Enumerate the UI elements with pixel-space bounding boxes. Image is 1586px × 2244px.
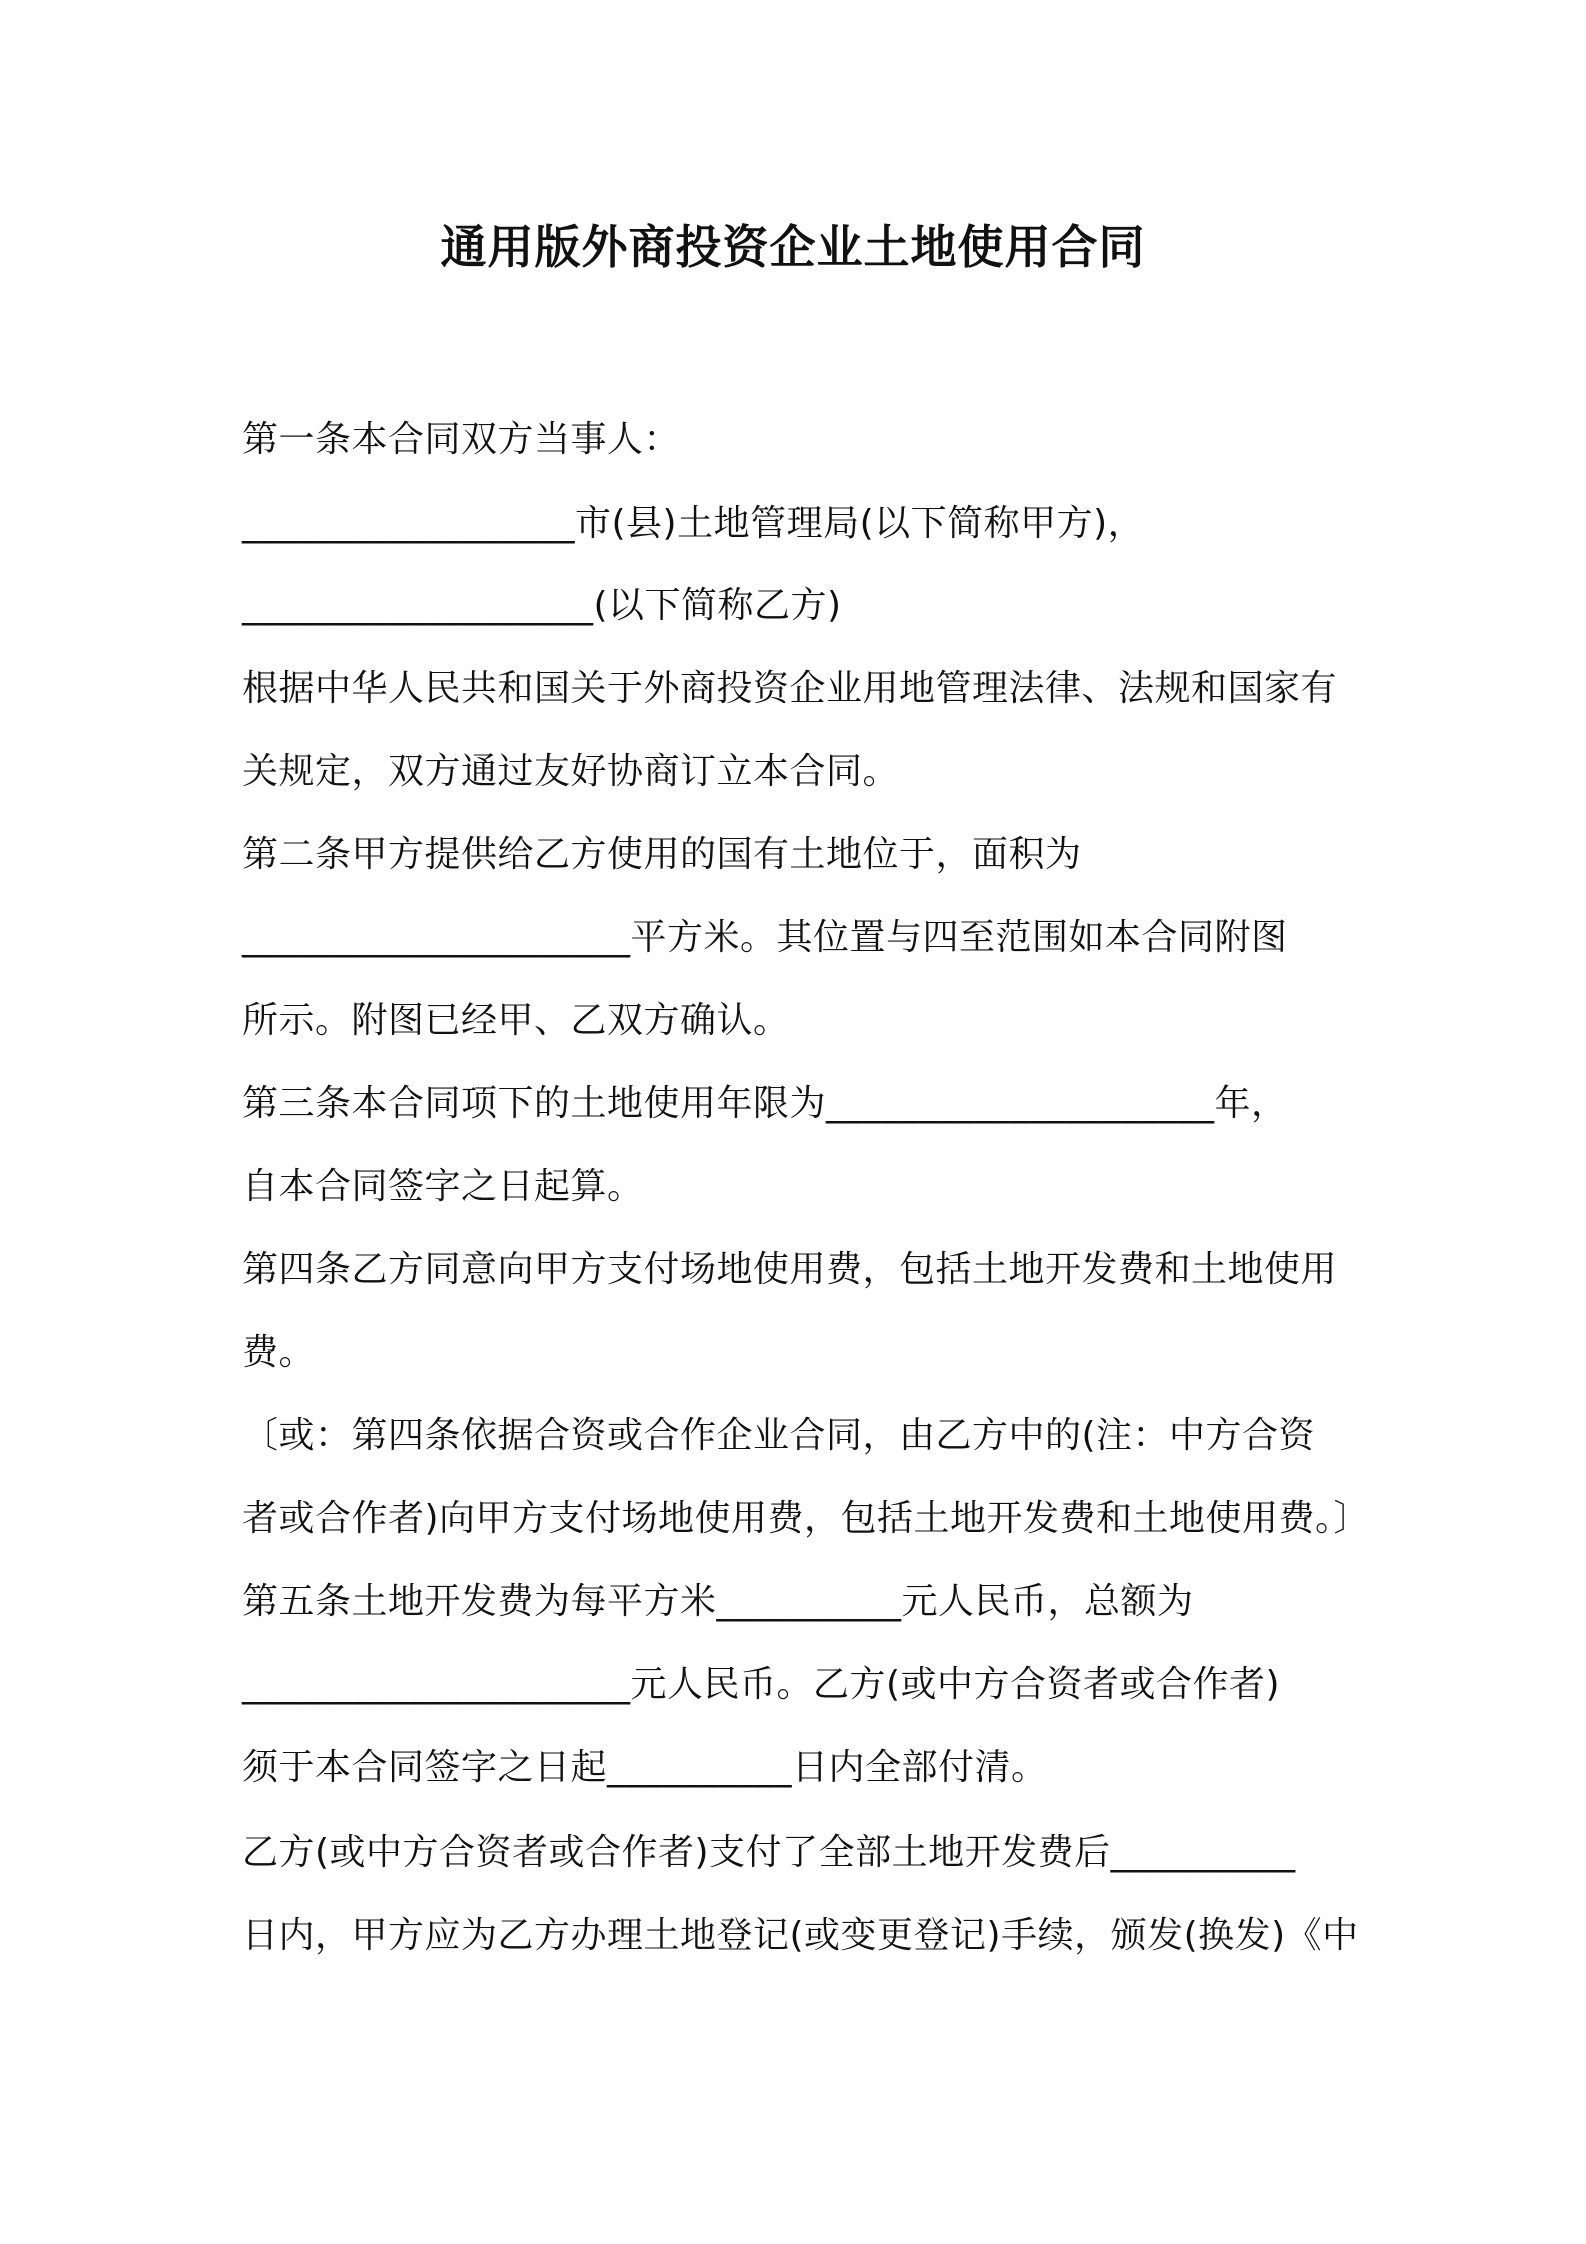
- text-line-article-1: 第一条本合同双方当事人：: [242, 419, 681, 460]
- text-line-article-3-1: 第三条本合同项下的土地使用年限为_____________________年，: [242, 1083, 1288, 1124]
- document-title: 通用版外商投资企业土地使用合同: [440, 220, 1146, 274]
- text-line-article-2-1: 第二条甲方提供给乙方使用的国有土地位于，面积为: [242, 834, 1082, 875]
- text-line-article-5-3: 须于本合同签字之日起__________日内全部付清。: [242, 1747, 1048, 1788]
- text-line-party-b: ___________________(以下简称乙方): [242, 585, 842, 626]
- text-line-article-4-2: 费。: [242, 1332, 316, 1373]
- text-line-article-5-2: _____________________元人民币。乙方(或中方合资者或合作者): [242, 1664, 1281, 1705]
- text-line-article-4-alt-2: 者或合作者)向甲方支付场地使用费，包括土地开发费和土地使用费。〕: [242, 1498, 1371, 1539]
- text-line-article-5-1: 第五条土地开发费为每平方米__________元人民币，总额为: [242, 1581, 1194, 1622]
- text-line-basis-1: 根据中华人民共和国关于外商投资企业用地管理法律、法规和国家有: [242, 668, 1338, 709]
- text-line-basis-2: 关规定，双方通过友好协商订立本合同。: [242, 751, 900, 792]
- text-line-registration-2: 日内，甲方应为乙方办理土地登记(或变更登记)手续，颁发(换发)《中: [242, 1915, 1359, 1956]
- text-line-article-2-2: _____________________平方米。其位置与四至范围如本合同附图: [242, 917, 1288, 958]
- text-line-article-4-alt-1: 〔或：第四条依据合资或合作企业合同，由乙方中的(注：中方合资: [242, 1415, 1316, 1456]
- text-line-registration-1: 乙方(或中方合资者或合作者)支付了全部土地开发费后__________: [242, 1832, 1296, 1873]
- text-line-party-a: __________________市(县)土地管理局(以下简称甲方)，: [242, 503, 1145, 544]
- text-line-article-4-1: 第四条乙方同意向甲方支付场地使用费，包括土地开发费和土地使用: [242, 1249, 1338, 1290]
- text-line-article-2-3: 所示。附图已经甲、乙双方确认。: [242, 1000, 790, 1041]
- text-line-article-3-2: 自本合同签字之日起算。: [242, 1166, 644, 1207]
